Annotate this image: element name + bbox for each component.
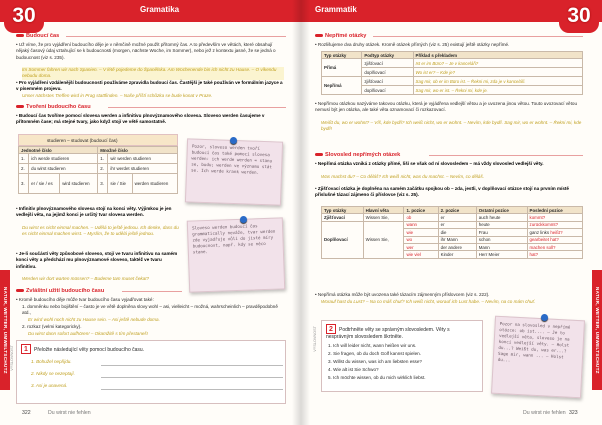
pushpin-icon [230,137,237,144]
cell: Mann [476,243,527,250]
col-header: Typ otázky [322,52,362,59]
exercise-1-item[interactable]: 3. Asi je unavená. [31,383,283,390]
cell: wo [404,236,438,243]
list-item-1-example: Er wird wohl noch nicht zu Hause sein. – Asi ještě nebude doma. [28,317,160,322]
right-side-tab: NATUR, WETTER, UMWELTSCHUTZ [592,270,602,390]
cell: Herr Meier [476,251,527,258]
heading-rule [122,291,182,292]
exercise-side-label: VÝSLOVNOST [10,345,14,371]
footer-title-left: Du wirst nie fehlen [48,410,91,416]
cell: ob [404,214,438,221]
pushpin-icon [541,314,548,321]
cell: wir werden studieren [108,154,178,164]
col-header: Příklad s překladem [413,52,582,59]
exercise-1-item[interactable]: 2. Nikdy se nezeptají. [31,371,283,378]
heading-formation: Tvoření budoucího času [16,104,91,110]
paragraph-r1: • Rozlišujeme dva druhy otázek. Kromě otázek přímých (viz s. 25) existují ještě otázky nepřímé. [315,42,510,47]
cell: machen soll? [527,243,582,250]
cell: Sag mir, ob er im Büro ist. – Řekni mi, zda je v kanceláři. [413,77,582,86]
cell: 3. [19,174,29,194]
col-plural: Množné číslo [98,147,178,154]
paragraph-2: • Pro vyjádření vzdálenější budoucnosti používáme zpravidla budoucí čas. Častější je také používán ve formálním jazyce a v písemném projevu. [16,80,283,92]
right-page [301,0,602,425]
cell: 1. [98,154,108,164]
cell: 1. [19,154,29,164]
cell: du wirst studieren [29,164,98,174]
col-header: Hlavní věta [363,207,404,214]
cell: kommt? [527,214,582,221]
exercise-2-item[interactable]: 2. Sie fragen, ob du doch Golf kannst spielen. [328,351,421,356]
col-singular: Jednotné číslo [19,147,98,154]
table-title: studieren – studovat (budoucí čas) [47,138,118,143]
paragraph-1: • Už víme, že pro vyjádření budoucího děje je v němčině možné použít přítomný čas. A to především ve větách, které obsahují nějaký časový údaj vztahující se k budoucnosti (morgen, nächste Woche, im Sommer), nebo jež z kontextu jasné, že se jedná o budoucnost (viz s. 235). [16,42,276,60]
cell: heute [476,221,527,228]
cell: werden studieren [132,174,177,194]
cell: 2. [98,164,108,174]
cell: ihr werdet studieren [108,164,178,174]
heading-rule [66,36,286,37]
cell: doplňovací [362,86,413,95]
question-types-table [321,51,583,95]
list-item-2: 2. rozkaz (velmi kategoricky). [22,324,82,329]
list-item-1: 1. domněnku nebo bojištění – často je ve větě doplněna slovy wohl – asi, vielleicht – možná, wahrscheinlich – pravděpodobně atd., [22,304,278,316]
exercise-1 [16,340,286,404]
heading-rule [108,107,286,108]
left-section-title: Gramatika [140,5,180,14]
cell: Wissen Sie, [363,214,404,221]
left-side-tab: NATUR, WETTER, UMWELTSCHUTZ [0,270,10,390]
pushpin-icon [240,216,247,223]
cell: wird studieren [60,174,98,194]
cell: die [438,229,476,236]
list-item-2-example: Du wirst dann sofort aufhören! – Okamžitě s tím přestaneš! [28,331,149,336]
exercise-2-item[interactable]: 3. Willst du wissen, was ich am liebsten esse? [328,359,422,364]
paragraph-r4: • Zjišťovací otázka je doplněna na samém začátku spojkou ob – zda, jestli, v doplňovací otázce stojí na prvním místě příslušné tázací zájmeno či příslovce (viz s. 25). [315,186,569,198]
cell: zurückkommt? [527,221,582,228]
example-5: Werden wir dort warten müssen? – Budeme tam muset čekat? [22,276,150,281]
cell: sie / Sie [108,174,132,194]
cell: der andere [438,243,476,250]
exercise-2-item[interactable]: 5. Ich möchte wissen, ob du mich wirklich liebst. [328,375,426,380]
exercise-number: 2 [326,324,336,334]
paragraph-5: • Je-li součástí věty způsobové sloveso, stojí ve tvaru infinitivu na samém konci věty a předchází mu plnovýznamové sloveso, taktéž ve tvaru infinitivu. [16,251,178,269]
cell: 3. [98,174,108,194]
table-title-box [18,134,178,146]
footer-title-right: Du wirst nie fehlen [523,410,566,416]
cell: Ist er im Büro? – Je v kanceláři? [413,59,582,68]
cell: ich werde studieren [29,154,98,164]
sticky-note-3: Pozor na slovosled v nepřímé otázce: ob ist.... – Je to vedlejší věta, sloveso je na konci vedlejší věty. – Holst du...? Weißt du, was er...? Sage mir, wann ... – Holst du... [491,316,585,399]
cell: wie [404,229,438,236]
cell: Nepřímá [322,77,362,95]
cell: ihr Mann [438,236,476,243]
sticky-note-2: Sloveso werden budoucí čas grammatically neváže, tvar werden zde vyjadřuje vůli do jisté míry budoucnost, např. kdy se něco stane. [187,217,285,292]
cell: schon [476,236,527,243]
cell: wie viel [404,251,438,258]
example-r3: Was machst du? – Co děláš? Ich weiß nicht, was du machst. – Nevím, co děláš. [321,174,485,179]
exercise-2-title: Podtrhněte věty se správným slovosledem. Věty s nesprávným slovosledem škrtněte. [326,327,450,340]
cell: auch heute [476,214,527,221]
heading-special-use: Zvláštní užití budoucího času [16,288,104,294]
cell: Wissen Sie, [363,221,404,258]
cell: ganz links heißt? [527,229,582,236]
cell: Sag mir, wo er ist. – Řekni mi, kde je. [413,86,582,95]
example-2: Unser nächstes Treffen wird in Prag stattfinden. – Naše příští schůzka se bude konat v Praze. [22,93,213,98]
exercise-1-title: Přeložte následující věty pomocí budoucího času. [34,347,145,353]
cell: Doplňovací [322,221,364,258]
word-order-table [321,206,583,259]
cell: zjišťovací [362,77,413,86]
heading-rule [373,36,583,37]
heading-indirect-questions: Nepřímé otázky [315,33,366,39]
exercise-number: 1 [21,344,31,354]
exercise-side-label: VÝSLOVNOST [313,326,317,352]
cell: Kinder [438,251,476,258]
cell: zjišťovací [362,59,413,68]
paragraph-3: • Budoucí čas tvoříme pomocí slovesa werden a infinitivu plnovýznamového slovesa. Sloveso werden časujeme v přítomném čase; má stejné tvary, jako když stojí ve větě samostatně. [16,113,265,125]
heading-word-order: Slovosled nepřímých otázek [315,152,400,158]
cell: er [438,214,476,221]
page-number-left: 322 [22,410,31,416]
cell: er / sie / es [29,174,60,194]
cell: wer [404,243,438,250]
cell: er [438,221,476,228]
chapter-badge-right: 30 [559,3,599,33]
cell: 2. [19,164,29,174]
cell: gearbeitet hat? [527,236,582,243]
cell: hat? [527,251,582,258]
exercise-1-item[interactable]: 1. Bohužel nepřijdu. [31,359,283,366]
sticky-note-1: Pozor, sloveso werden tvoří budoucí čas také pomocí slovesa werden: ich werde werden = stanu se, budu; werden ve významu stát se. Ich werde krank werden. [185,138,283,205]
col-header: 1. pozice [404,207,438,214]
paragraph-4: • Infinitiv plnovýznamového slovesa stojí na konci věty. Výjimkou je jen vedlejší věta, na jejímž konci je určitý tvar slovesa werden. [16,206,172,218]
exercise-2-item[interactable]: 4. Wie alt ist Sie Schwo? [328,367,379,372]
paragraph-r5: • Nepřímá otázka může být uvozena také tázacím zájmenným příslovcem (viz s. 222). [315,292,490,297]
right-section-title: Grammatik [315,5,357,14]
col-header: Podtyp otázky [362,52,413,59]
example-r2: Weißt du, wo er wohnt? – Víš, kde bydlí? Ich weiß nicht, wo er wohnt. – Nevím, kde bydlí. Sag mir, wo er wohnt. – Řekni mi, kde bydlí! [321,120,582,132]
col-header: Typ otázky [322,207,364,214]
paragraph-r2: • Nepřímou otázkou nazýváme takovou otázku, která je vyjádřena vedlejší větou a je uvozena jinou větou. Touto uvozovací větou nemusí být jen otázka, ale také věta oznamovací či rozkazovací. [315,101,577,113]
cell: Wo ist er? – Kde je? [413,68,582,77]
conjugation-table [18,146,178,194]
heading-rule [429,155,583,156]
cell: Frau [476,229,527,236]
example-1: Im Sommer fahren wir nach Spanien. – V létě pojedeme do Španělska. Am Wochenende bin ich nicht zu Hause. – O víkendu nebudu doma. [22,67,284,80]
col-header: Poslední pozice [527,207,582,214]
cell: doplňovací [362,68,413,77]
page-number-right: 323 [569,410,578,416]
example-r5: Worauf hast du Lust? – Na co máš chuť? Ich weiß nicht, worauf ich Lust habe. – Nevím, na co mám chuť. [321,299,536,304]
cell: Přímá [322,59,362,77]
paragraph-6: • Kromě budoucího děje může tvar budoucího času vyjadřovat také: [16,297,154,302]
cell: wann [404,221,438,228]
exercise-2 [321,320,483,392]
paragraph-r3: • Nepřímá otázka vzniká z otázky přímé, liší se však od ní slovosledem – má vždy slovosled vedlejší věty. [315,161,544,166]
example-4: Du wirst es nicht einmal machen. – Udělá to ještě jednou. Ich denke, dass du es nicht einmal machen wirst. – Myslím, že to udělá ještě jednou. [22,225,179,237]
exercise-2-item[interactable]: 1. Ich will leider nicht, wann heißen wir uns. [328,343,417,348]
col-header: 2. pozice [438,207,476,214]
col-header: Ostatní pozice [476,207,527,214]
cell: Zjišťovací [322,214,364,221]
chapter-badge-left: 30 [4,3,44,33]
heading-future-tense: Budoucí čas [16,33,59,39]
